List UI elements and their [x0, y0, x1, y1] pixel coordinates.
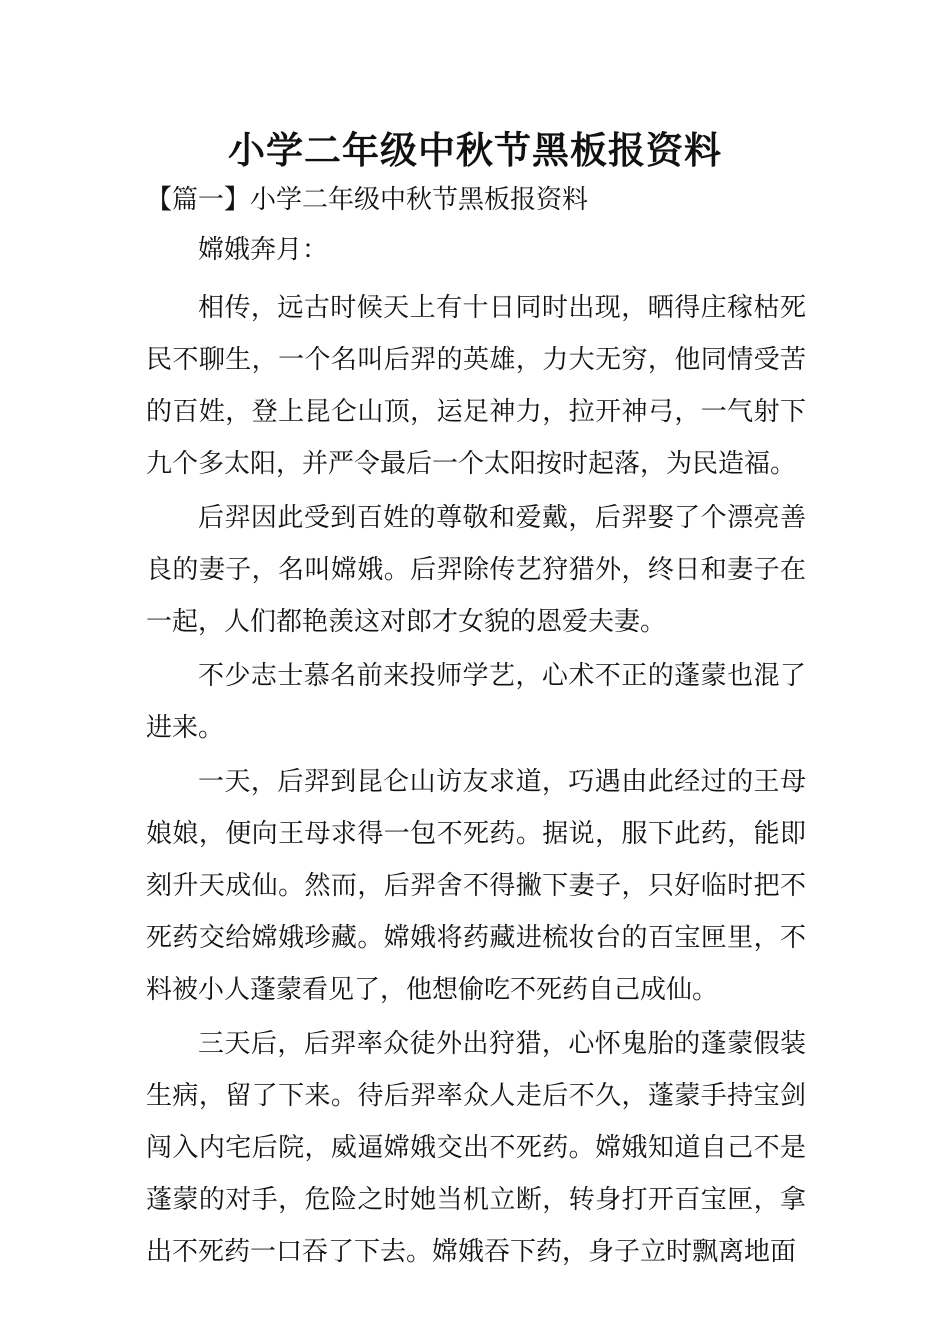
paragraph-5: 三天后，后羿率众徒外出狩猎，心怀鬼胎的蓬蒙假装生病，留了下来。待后羿率众人走后不久，蓬蒙手持宝剑闯入内宅后院，威逼嫦娥交出不死药。嫦娥知道自己不是蓬蒙的对手，危险之时她当机立断，转身打开百宝匣，拿出不死药一口吞了下去。嫦娥吞下药，身子立时飘离地面	[146, 1029, 806, 1267]
story-title: 嫦娥奔月：	[198, 235, 329, 265]
section-heading: 【篇一】小学二年级中秋节黑板报资料	[146, 185, 589, 215]
document-title: 小学二年级中秋节黑板报资料	[228, 128, 722, 172]
document-body	[146, 224, 806, 1280]
paragraph-2: 后羿因此受到百姓的尊敬和爱戴，后羿娶了个漂亮善良的妻子，名叫嫦娥。后羿除传艺狩猎外，终日和妻子在一起，人们都艳羡这对郎才女貌的恩爱夫妻。	[146, 503, 806, 637]
paragraph-4: 一天，后羿到昆仑山访友求道，巧遇由此经过的王母娘娘，便向王母求得一包不死药。据说，服下此药，能即刻升天成仙。然而，后羿舍不得撇下妻子，只好临时把不死药交给嫦娥珍藏。嫦娥将药藏进梳妆台的百宝匣里，不料被小人蓬蒙看见了，他想偷吃不死药自己成仙。	[146, 767, 806, 1005]
paragraph-1: 相传，远古时候天上有十日同时出现，晒得庄稼枯死民不聊生，一个名叫后羿的英雄，力大无穷，他同情受苦的百姓，登上昆仑山顶，运足神力，拉开神弓，一气射下九个多太阳，并严令最后一个太阳按时起落，为民造福。	[146, 293, 806, 479]
paragraph-3: 不少志士慕名前来投师学艺，心术不正的蓬蒙也混了进来。	[146, 661, 806, 743]
